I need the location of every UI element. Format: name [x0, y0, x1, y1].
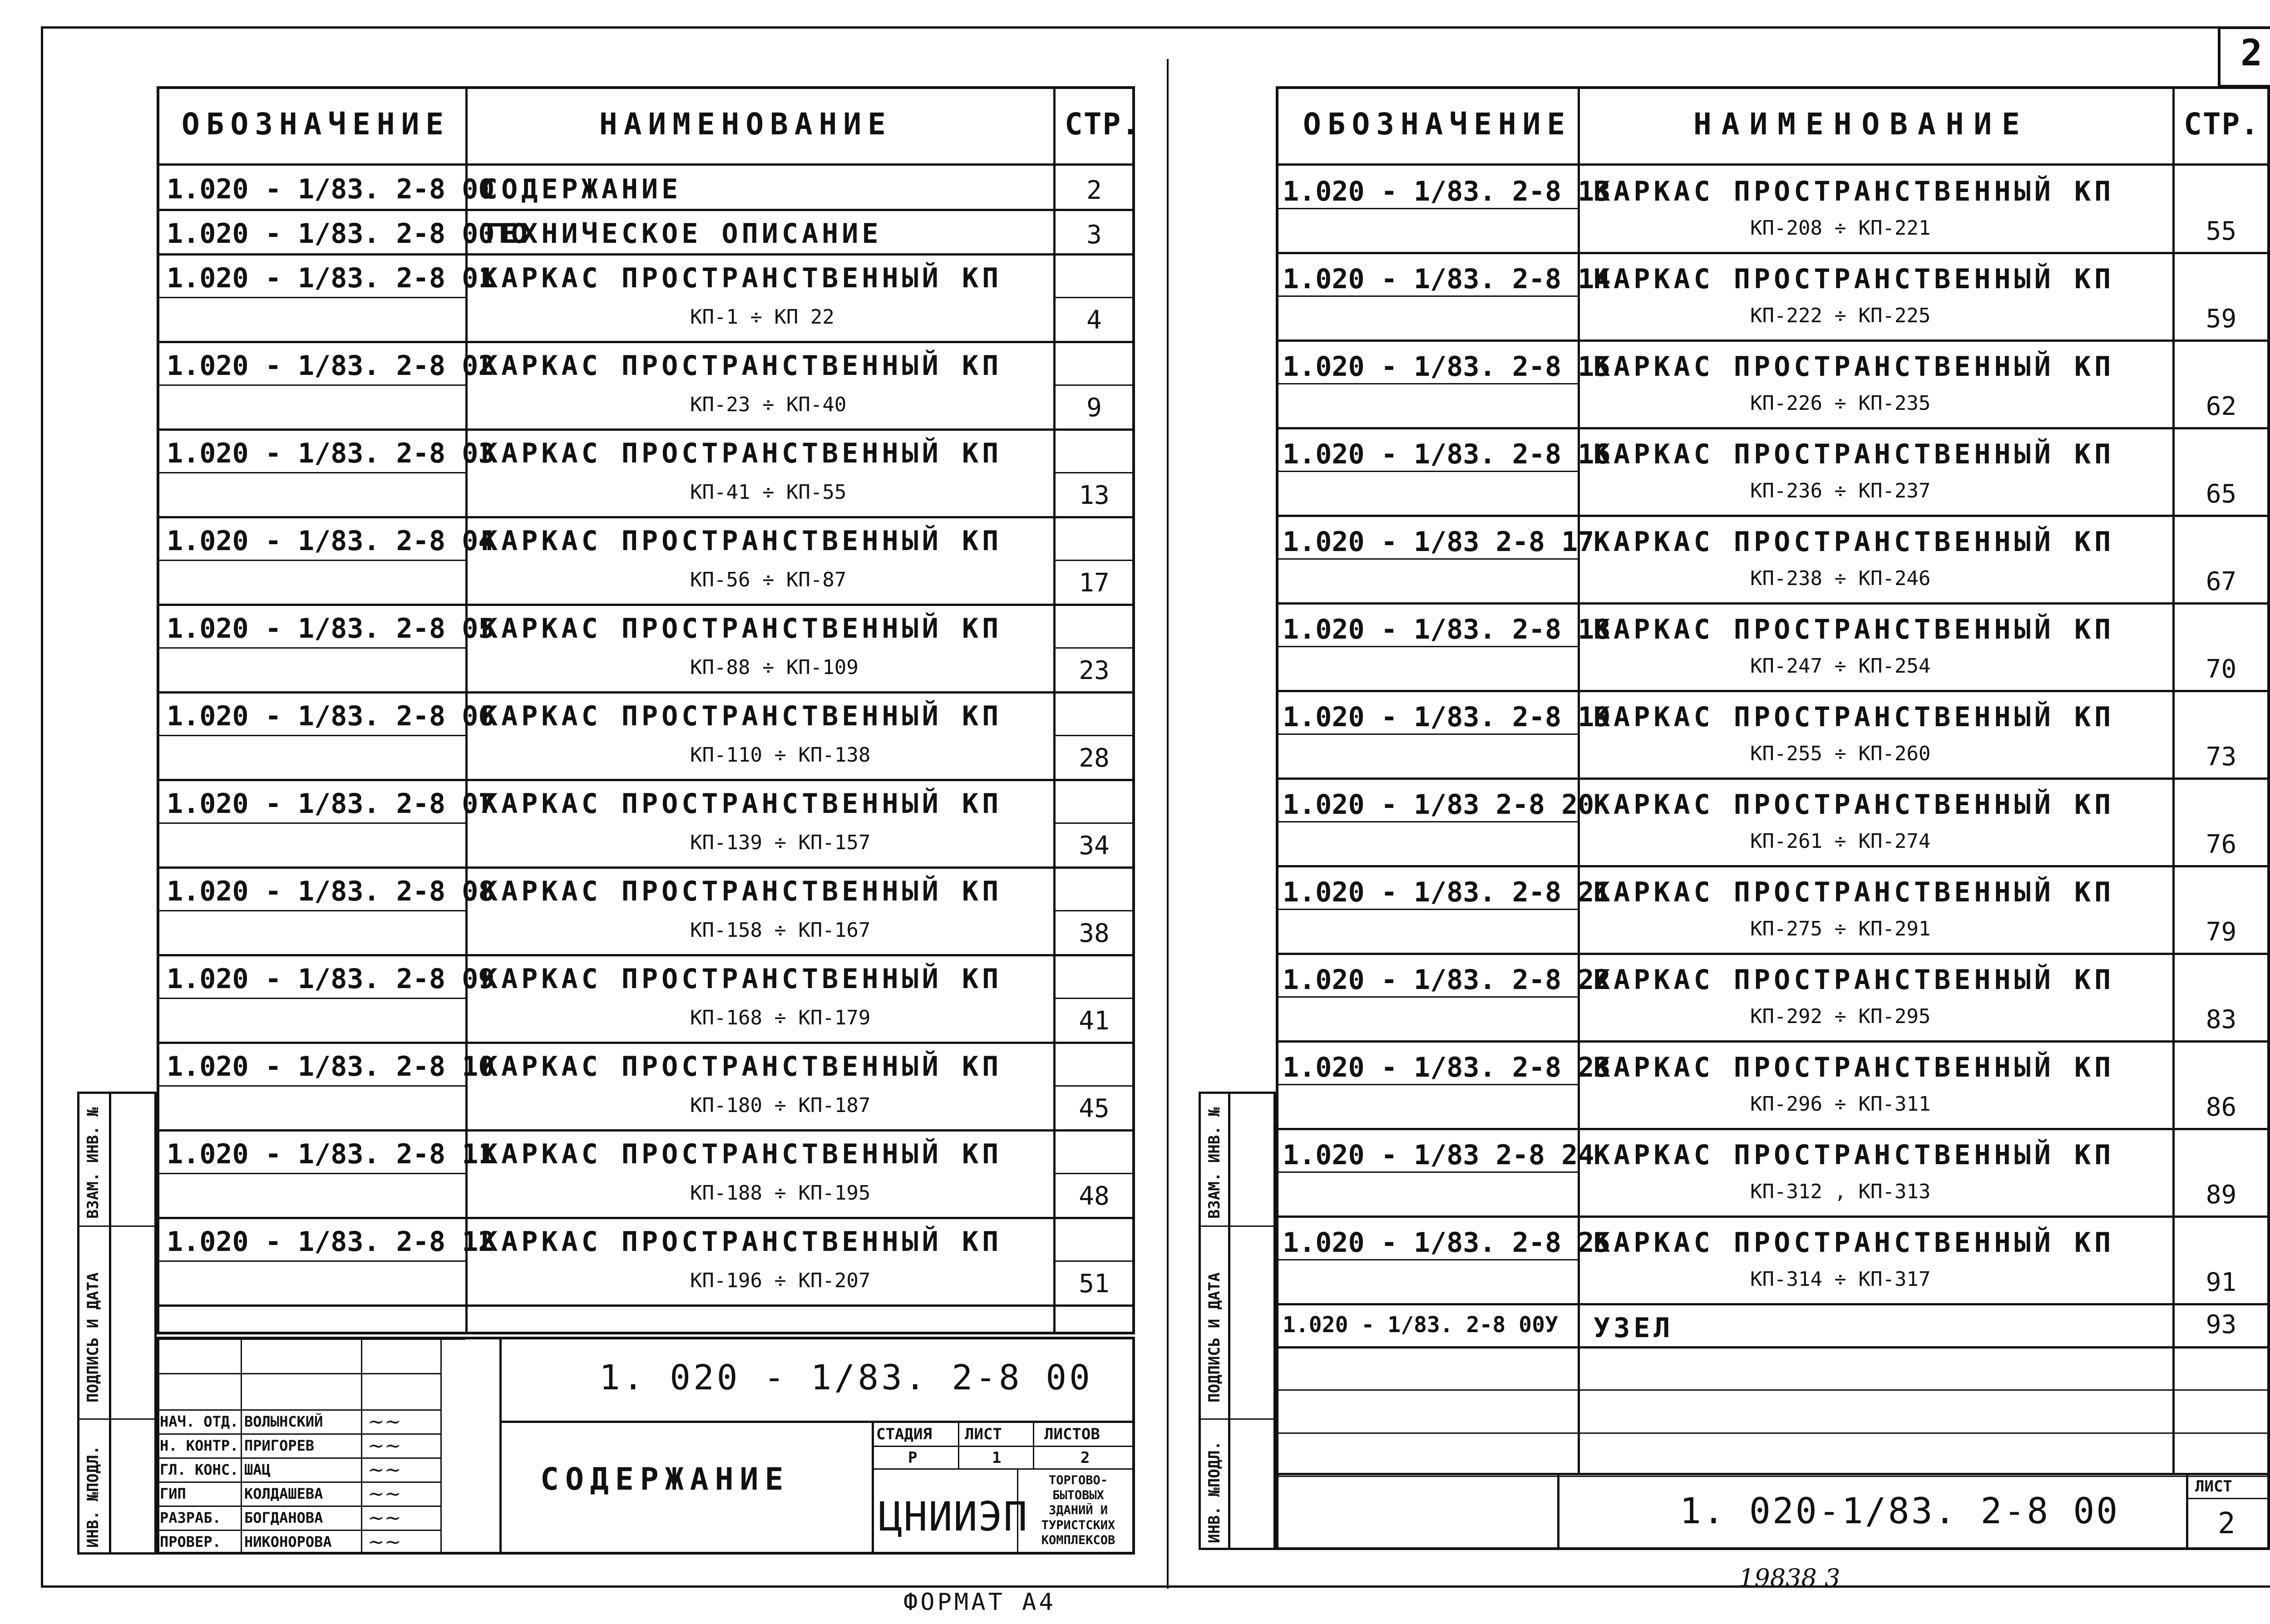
doc-range-cell: КП-196 ÷ КП-207 — [690, 1269, 871, 1292]
doc-name-cell: КАРКАС ПРОСТРАНСТВЕННЫЙ КП — [1594, 1052, 2115, 1083]
doc-page-cell: 48 — [1079, 1181, 1110, 1211]
node-code-cell: 1.020 - 1/83. 2-8 00У — [1283, 1312, 1558, 1338]
doc-page-cell: 28 — [1079, 743, 1110, 773]
doc-code-cell: 1.020 - 1/83. 2-8 25 — [1283, 1227, 1611, 1259]
doc-range-cell: КП-292 ÷ КП-295 — [1750, 1005, 1931, 1028]
doc-code-cell: 1.020 - 1/83 2-8 17 — [1283, 526, 1594, 558]
doc-page-cell: 73 — [2206, 742, 2237, 772]
stage-label: СТАДИЯ — [876, 1425, 932, 1443]
doc-range-cell: КП-88 ÷ КП-109 — [690, 656, 859, 679]
person-name: КОЛДАШЕВА — [244, 1485, 323, 1502]
doc-range-cell: КП-41 ÷ КП-55 — [690, 481, 847, 504]
doc-range-cell: КП-275 ÷ КП-291 — [1750, 917, 1931, 940]
doc-name-cell: КАРКАС ПРОСТРАНСТВЕННЫЙ КП — [1594, 1139, 2115, 1171]
doc-page-cell: 51 — [1079, 1269, 1110, 1299]
doc-page-cell: 23 — [1079, 656, 1110, 685]
doc-range-cell: КП-110 ÷ КП-138 — [690, 743, 871, 767]
signature-mark: ~~ — [368, 1458, 401, 1481]
sheet-divider — [1167, 59, 1169, 1589]
doc-page-cell: 38 — [1079, 919, 1110, 948]
doc-page-cell: 91 — [2206, 1268, 2237, 1297]
doc-page-cell: 3 — [1086, 220, 1102, 250]
doc-page-cell: 9 — [1086, 393, 1102, 423]
stage-value: Р — [908, 1449, 918, 1467]
doc-code-cell: 1.020 - 1/83. 2-8 11 — [167, 1138, 495, 1170]
doc-range-cell: КП-226 ÷ КП-235 — [1750, 392, 1931, 415]
right-header-code: ОБОЗНАЧЕНИЕ — [1303, 107, 1572, 142]
signature-mark: ~~ — [368, 1530, 401, 1554]
doc-name-cell: КАРКАС ПРОСТРАНСТВЕННЫЙ КП — [481, 525, 1002, 557]
right-header-page: СТР. — [2184, 107, 2260, 142]
doc-page-cell: 89 — [2206, 1180, 2237, 1210]
signature-mark: ~~ — [368, 1506, 401, 1530]
doc-range-cell: КП-296 ÷ КП-311 — [1750, 1093, 1931, 1116]
doc-page-cell: 86 — [2206, 1093, 2237, 1122]
doc-range-cell: КП-180 ÷ КП-187 — [690, 1094, 871, 1117]
doc-page-cell: 76 — [2206, 830, 2237, 859]
doc-name-cell: КАРКАС ПРОСТРАНСТВЕННЫЙ КП — [481, 1226, 1002, 1258]
doc-page-cell: 2 — [1086, 176, 1102, 205]
left-header-code: ОБОЗНАЧЕНИЕ — [182, 107, 450, 142]
doc-name-cell: КАРКАС ПРОСТРАНСТВЕННЫЙ КП — [1594, 438, 2115, 470]
doc-range-cell: КП-208 ÷ КП-221 — [1750, 217, 1931, 240]
doc-code-cell: 1.020 - 1/83. 2-8 00 — [167, 173, 495, 205]
doc-range-cell: КП-314 ÷ КП-317 — [1750, 1268, 1931, 1291]
org-name: ЦНИИЭП — [878, 1493, 1028, 1540]
person-name: ПРИГОРЕВ — [244, 1437, 315, 1454]
person-role: Н. КОНТР. — [160, 1437, 239, 1454]
right-side-label-replace: ВЗАМ. ИНВ. № — [1205, 1107, 1224, 1219]
doc-name-cell: КАРКАС ПРОСТРАНСТВЕННЫЙ КП — [481, 788, 1002, 820]
org-desc-line: БЫТОВЫХ — [1052, 1488, 1104, 1502]
doc-code-cell: 1.020 - 1/83. 2-8 06 — [167, 700, 495, 732]
signature-mark: ~~ — [368, 1482, 401, 1506]
doc-code-cell: 1.020 - 1/83. 2-8 08 — [167, 876, 495, 907]
right-doc-code: 1. 020-1/83. 2-8 00 — [1680, 1491, 2120, 1532]
doc-range-cell: КП-158 ÷ КП-167 — [690, 919, 871, 942]
doc-page-cell: 70 — [2206, 655, 2237, 684]
doc-code-cell: 1.020 - 1/83. 2-8 04 — [167, 525, 495, 557]
doc-range-cell: КП-238 ÷ КП-246 — [1750, 567, 1931, 590]
person-name: ВОЛЫНСКИЙ — [244, 1413, 323, 1430]
doc-name-cell: КАРКАС ПРОСТРАНСТВЕННЫЙ КП — [1594, 263, 2115, 295]
doc-page-cell: 13 — [1079, 481, 1110, 510]
doc-name-cell: КАРКАС ПРОСТРАНСТВЕННЫЙ КП — [1594, 964, 2115, 996]
doc-range-cell: КП-261 ÷ КП-274 — [1750, 830, 1931, 853]
doc-page-cell: 41 — [1079, 1006, 1110, 1036]
doc-range-cell: КП-255 ÷ КП-260 — [1750, 742, 1931, 765]
org-desc-line: ТУРИСТСКИХ — [1041, 1518, 1115, 1532]
left-side-label-sign: ПОДПИСЬ И ДАТА — [84, 1272, 102, 1403]
doc-range-cell: КП-1 ÷ КП 22 — [690, 305, 834, 329]
doc-code-cell: 1.020 - 1/83 2-8 20 — [1283, 789, 1594, 821]
doc-code-cell: 1.020 - 1/83. 2-8 21 — [1283, 876, 1611, 908]
doc-page-cell: 79 — [2206, 917, 2237, 947]
doc-code-cell: 1.020 - 1/83. 2-8 13 — [1283, 176, 1611, 207]
doc-code-cell: 1.020 - 1/83. 2-8 07 — [167, 788, 495, 820]
doc-code-cell: 1.020 - 1/83. 2-8 23 — [1283, 1052, 1611, 1083]
doc-range-cell: КП-168 ÷ КП-179 — [690, 1006, 871, 1029]
doc-code-cell: 1.020 - 1/83 2-8 24 — [1283, 1139, 1594, 1171]
doc-page-cell: 45 — [1079, 1094, 1110, 1123]
doc-name-cell: КАРКАС ПРОСТРАНСТВЕННЫЙ КП — [1594, 876, 2115, 908]
doc-name-cell: КАРКАС ПРОСТРАНСТВЕННЫЙ КП — [1594, 351, 2115, 383]
doc-name-cell: КАРКАС ПРОСТРАНСТВЕННЫЙ КП — [1594, 526, 2115, 558]
org-description — [1022, 1473, 1135, 1548]
doc-name-cell: КАРКАС ПРОСТРАНСТВЕННЫЙ КП — [481, 876, 1002, 907]
doc-code-cell: 1.020 - 1/83. 2-8 05 — [167, 613, 495, 645]
doc-name-cell: КАРКАС ПРОСТРАНСТВЕННЫЙ КП — [481, 350, 1002, 382]
doc-range-cell: КП-56 ÷ КП-87 — [690, 568, 847, 591]
person-role: РАЗРАБ. — [160, 1509, 221, 1526]
archive-stamp: 19838 3 — [1739, 1564, 1841, 1592]
doc-code-cell: 1.020 - 1/83. 2-8 12 — [167, 1226, 495, 1258]
doc-name-cell: КАРКАС ПРОСТРАНСТВЕННЫЙ КП — [1594, 614, 2115, 645]
format-label: ФОРМАТ А4 — [903, 1589, 1056, 1616]
person-name: НИКОНОРОВА — [244, 1533, 332, 1550]
doc-code-cell: 1.020 - 1/83. 2-8 09 — [167, 963, 495, 995]
doc-code-cell: 1.020 - 1/83. 2-8 22 — [1283, 964, 1611, 996]
doc-code-cell: 1.020 - 1/83. 2-8 01 — [167, 262, 495, 294]
signature-mark: ~~ — [368, 1410, 401, 1433]
doc-page-cell: 34 — [1079, 831, 1110, 861]
doc-name-cell: КАРКАС ПРОСТРАНСТВЕННЫЙ КП — [481, 438, 1002, 469]
person-name: БОГДАНОВА — [244, 1509, 323, 1526]
doc-page-cell: 83 — [2206, 1005, 2237, 1034]
doc-code-cell: 1.020 - 1/83. 2-8 18 — [1283, 614, 1611, 645]
doc-name-cell: КАРКАС ПРОСТРАНСТВЕННЫЙ КП — [481, 963, 1002, 995]
left-side-label-replace: ВЗАМ. ИНВ. № — [84, 1107, 102, 1219]
org-desc-line: ТОРГОВО- — [1048, 1473, 1108, 1487]
person-role: ГЛ. КОНС. — [160, 1461, 239, 1478]
doc-name-cell: КАРКАС ПРОСТРАНСТВЕННЫЙ КП — [481, 700, 1002, 732]
doc-name-cell: КАРКАС ПРОСТРАНСТВЕННЫЙ КП — [1594, 701, 2115, 733]
doc-range-cell: КП-222 ÷ КП-225 — [1750, 304, 1931, 327]
doc-name-cell: КАРКАС ПРОСТРАНСТВЕННЫЙ КП — [481, 262, 1002, 294]
doc-code-cell: 1.020 - 1/83. 2-8 14 — [1283, 263, 1611, 295]
doc-page-cell: 65 — [2206, 479, 2237, 509]
doc-name-cell: КАРКАС ПРОСТРАНСТВЕННЫЙ КП — [1594, 1227, 2115, 1259]
left-title: СОДЕРЖАНИЕ — [540, 1462, 790, 1497]
doc-name-cell: КАРКАС ПРОСТРАНСТВЕННЫЙ КП — [1594, 176, 2115, 207]
node-name-cell: УЗЕЛ — [1594, 1312, 1674, 1344]
person-role: ГИП — [160, 1485, 186, 1502]
doc-range-cell: КП-23 ÷ КП-40 — [690, 393, 847, 416]
right-sheet-label: ЛИСТ — [2195, 1477, 2232, 1496]
doc-code-cell: 1.020 - 1/83. 2-8 10 — [167, 1051, 495, 1083]
org-desc-line: ЗДАНИЙ И — [1048, 1503, 1108, 1517]
left-header-name: НАИМЕНОВАНИЕ — [599, 107, 892, 142]
right-header-name: НАИМЕНОВАНИЕ — [1693, 107, 2030, 142]
right-sheet-value: 2 — [2218, 1507, 2235, 1540]
left-header-page: СТР. — [1065, 107, 1140, 142]
person-role: ПРОВЕР. — [160, 1533, 221, 1550]
person-role: НАЧ. ОТД. — [160, 1413, 239, 1430]
doc-code-cell: 1.020 - 1/83. 2-8 15 — [1283, 351, 1611, 383]
sheets-label: ЛИСТОВ — [1044, 1425, 1100, 1443]
doc-name-cell: КАРКАС ПРОСТРАНСТВЕННЫЙ КП — [481, 1138, 1002, 1170]
doc-page-cell: 67 — [2206, 567, 2237, 596]
doc-code-cell: 1.020 - 1/83. 2-8 02 — [167, 350, 495, 382]
doc-name-cell: ТЕХНИЧЕСКОЕ ОПИСАНИЕ — [481, 218, 882, 250]
sheet-value: 1 — [992, 1449, 1002, 1467]
doc-range-cell: КП-247 ÷ КП-254 — [1750, 655, 1931, 678]
org-desc-line: КОМПЛЕКСОВ — [1041, 1533, 1115, 1547]
doc-range-cell: КП-188 ÷ КП-195 — [690, 1181, 871, 1205]
doc-name-cell: КАРКАС ПРОСТРАНСТВЕННЫЙ КП — [481, 613, 1002, 645]
doc-name-cell: КАРКАС ПРОСТРАНСТВЕННЫЙ КП — [1594, 789, 2115, 821]
doc-name-cell: СОДЕРЖАНИЕ — [481, 173, 682, 205]
node-page-cell: 93 — [2206, 1310, 2237, 1339]
left-side-label-inv: ИНВ. №ПОДЛ. — [84, 1445, 102, 1548]
doc-range-cell: КП-312 , КП-313 — [1750, 1180, 1931, 1203]
right-sheet-number: 2 — [2240, 32, 2263, 74]
right-side-label-sign: ПОДПИСЬ И ДАТА — [1205, 1272, 1224, 1403]
doc-page-cell: 62 — [2206, 392, 2237, 421]
doc-page-cell: 4 — [1086, 305, 1102, 335]
doc-code-cell: 1.020 - 1/83. 2-8 19 — [1283, 701, 1611, 733]
person-name: ШАЦ — [244, 1461, 271, 1478]
doc-page-cell: 17 — [1079, 568, 1110, 598]
doc-range-cell: КП-139 ÷ КП-157 — [690, 831, 871, 854]
doc-code-cell: 1.020 - 1/83. 2-8 03 — [167, 438, 495, 469]
left-doc-code: 1. 020 - 1/83. 2-8 00 — [599, 1357, 1093, 1398]
signature-mark: ~~ — [368, 1434, 401, 1457]
doc-page-cell: 55 — [2206, 217, 2237, 246]
sheet-label: ЛИСТ — [965, 1425, 1002, 1443]
sheets-value: 2 — [1081, 1449, 1090, 1467]
doc-code-cell: 1.020 - 1/83. 2-8 00ТО — [167, 218, 528, 250]
doc-name-cell: КАРКАС ПРОСТРАНСТВЕННЫЙ КП — [481, 1051, 1002, 1083]
doc-page-cell: 59 — [2206, 304, 2237, 334]
doc-range-cell: КП-236 ÷ КП-237 — [1750, 479, 1931, 502]
right-side-label-inv: ИНВ. №ПОДЛ. — [1205, 1441, 1224, 1543]
doc-code-cell: 1.020 - 1/83. 2-8 16 — [1283, 438, 1611, 470]
